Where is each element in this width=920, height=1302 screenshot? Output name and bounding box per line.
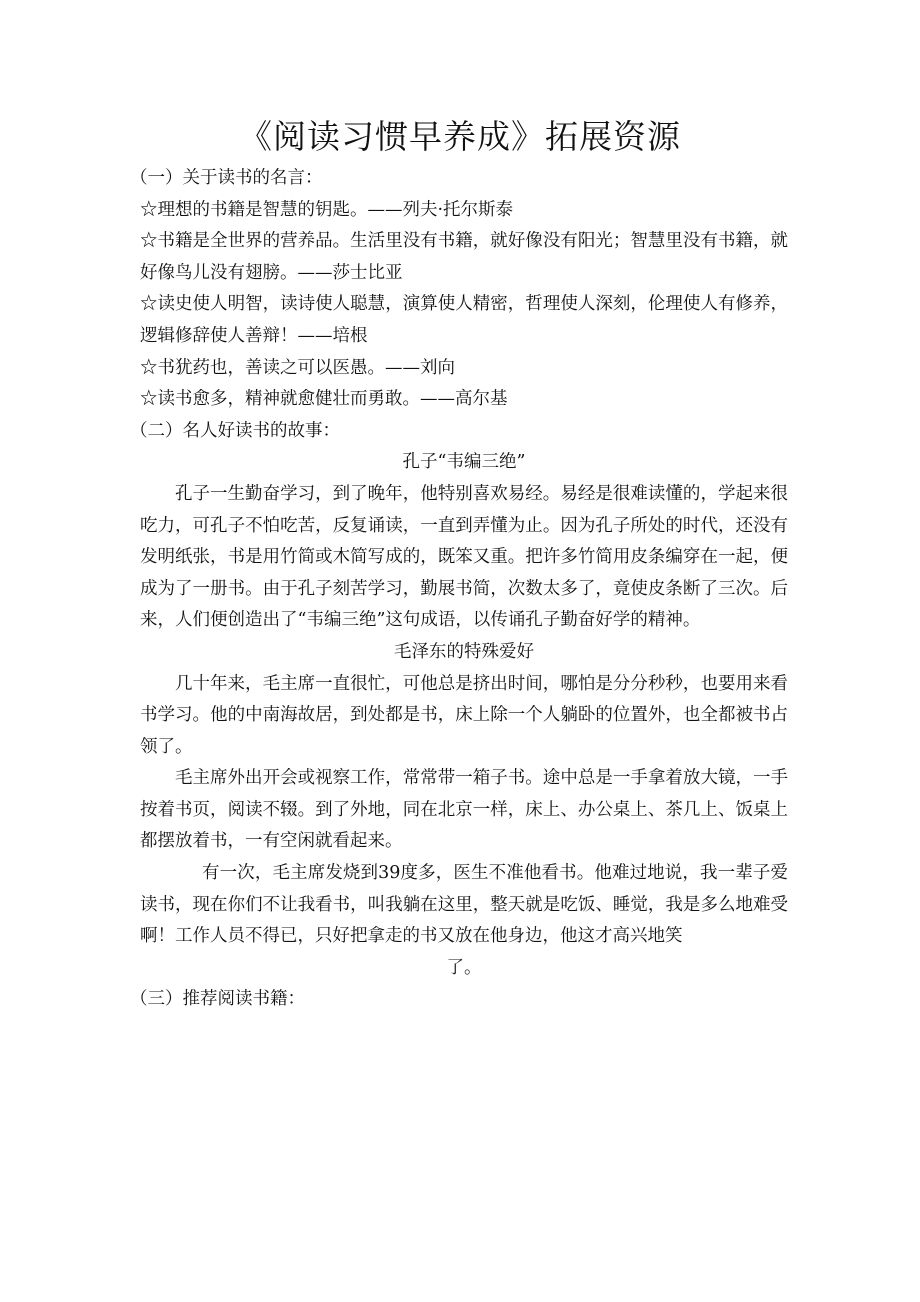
- quote-item: ☆读书愈多，精神就愈健壮而勇敢。——高尔基: [140, 389, 508, 410]
- quote-item: ☆书籍是全世界的营养品。生活里没有书籍，就好像没有阳光；智慧里没有书籍，就好像鸟儿没有翅膀。——莎士比亚: [140, 231, 788, 283]
- story-paragraph: 几十年来，毛主席一直很忙，可他总是挤出时间，哪怕是分分秒秒，也要用来看书学习。他的中南海故居，到处都是书，床上除一个人躺卧的位置外，也全都被书占领了。: [140, 673, 788, 757]
- story-title-mao: 毛泽东的特殊爱好: [394, 641, 534, 662]
- document-title: 《阅读习惯早养成》拓展资源: [239, 117, 681, 156]
- document-body: [130, 163, 788, 1016]
- section-heading-books: （三）推荐阅读书籍：: [130, 989, 305, 1010]
- story-paragraph: 有一次，毛主席发烧到39度多，医生不准他看书。他难过地说，我一辈子爱读书，现在你们不让我看书，叫我躺在这里，整天就是吃饭、睡觉，我是多么地难受啊！工作人员不得已，只好把拿走的书又放在他身边，他这才高兴地笑: [140, 863, 788, 947]
- section-heading-stories: （二）名人好读书的故事：: [130, 420, 340, 441]
- story-paragraph-end: 了。: [446, 957, 482, 978]
- quote-item: ☆书犹药也，善读之可以医愚。——刘向: [140, 357, 455, 378]
- quote-item: ☆读史使人明智，读诗使人聪慧，演算使人精密，哲理使人深刻，伦理使人有修养，逻辑修辞使人善辩！——培根: [140, 294, 788, 346]
- story-paragraph: 孔子一生勤奋学习，到了晚年，他特别喜欢易经。易经是很难读懂的，学起来很吃力，可孔子不怕吃苦，反复诵读，一直到弄懂为止。因为孔子所处的时代，还没有发明纸张，书是用竹简或木简写成的，既笨又重。把许多竹简用皮条编穿在一起，便成为了一册书。由于孔子刻苦学习，勤展书简，次数太多了，竟使皮条断了三次。后来，人们便创造出了“韦编三绝”这句成语，以传诵孔子勤奋好学的精神。: [140, 483, 788, 631]
- story-title-confucius: 孔子“韦编三绝”: [402, 452, 526, 473]
- quote-item: ☆理想的书籍是智慧的钥匙。——列夫·托尔斯泰: [140, 199, 514, 220]
- story-paragraph: 毛主席外出开会或视察工作，常常带一箱子书。途中总是一手拿着放大镜，一手按着书页，阅读不辍。到了外地，同在北京一样，床上、办公桌上、茶几上、饭桌上都摆放着书，一有空闲就看起来。: [140, 768, 788, 852]
- section-heading-quotes: （一）关于读书的名言：: [130, 168, 323, 188]
